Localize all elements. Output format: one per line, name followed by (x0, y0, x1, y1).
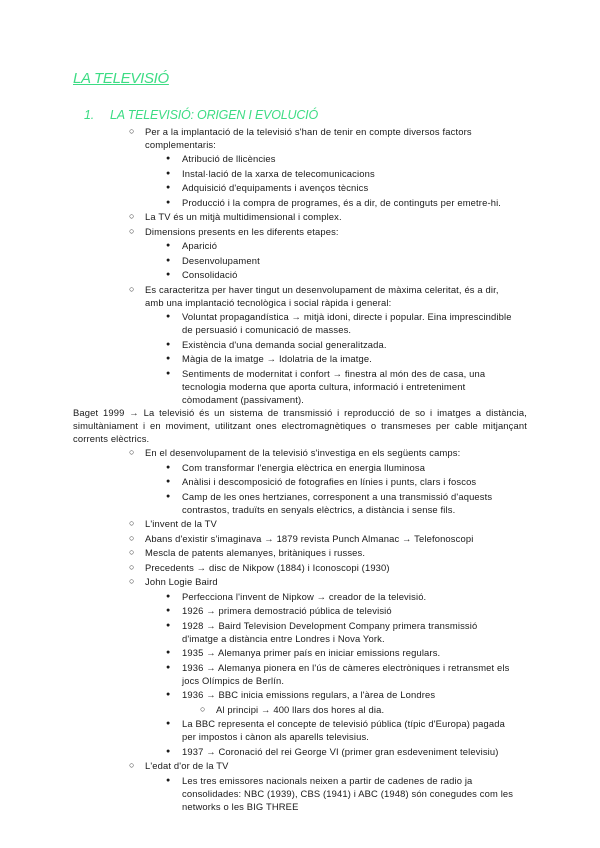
line-text: Anàlisi i descomposició de fotografies en línies i punts, clars i foscos (182, 476, 477, 487)
hollow-bullet-icon: ○ (200, 703, 206, 714)
line-text: còmodament (passivament). (182, 393, 305, 405)
line-text: 1936 → Alemanya pionera en l'ús de càmeres electròniques i retransmet els (182, 661, 510, 673)
list-item (0, 717, 600, 730)
list-item (0, 254, 600, 267)
list-item (0, 800, 600, 813)
list-item (0, 352, 600, 365)
list-item (0, 604, 600, 617)
line-text: Voluntat propagandística → mitjà idoni, directe i popular. Eina imprescindible (182, 311, 512, 322)
list-item (0, 688, 600, 701)
list-item (0, 590, 600, 603)
hollow-bullet-icon: ○ (129, 561, 135, 572)
filled-bullet-icon: ● (166, 369, 171, 377)
filled-bullet-icon: ● (166, 313, 171, 320)
line-text: Dimensions presents en les diferents etapes: (145, 225, 339, 237)
line-text: d'imatge a distància entre Londres i Nova York. (182, 632, 385, 644)
line-text: Desenvolupament (182, 254, 260, 266)
list-item (0, 646, 600, 659)
line-text: Baget 1999 → La televisió és un sistema de transmissió i reproducció de so i imatges a distància, (73, 406, 527, 418)
line-text: Mescla de patents alemanyes, britàniques i russes. (145, 547, 366, 558)
paragraph-line (0, 432, 600, 445)
list-item (0, 296, 600, 309)
filled-bullet-icon: ● (166, 155, 171, 162)
line-text: de persuasió i comunicació de masses. (182, 324, 352, 335)
line-text: corrents elèctrics. (73, 432, 150, 444)
line-text: Camp de les ones hertzianes, corresponent a una transmissió d'aquests (182, 490, 493, 502)
section-heading (84, 108, 318, 122)
line-text: Precedents → disc de Nikpow (1884) i Iconoscopi (1930) (145, 561, 390, 573)
line-text: Consolidació (182, 269, 238, 280)
list-item (0, 196, 600, 209)
list-item (0, 632, 600, 645)
list-item (0, 461, 600, 474)
line-text: 1937 → Coronació del rei George VI (primer gran esdeveniment televisiu) (182, 745, 499, 757)
line-text: 1926 → primera demostració pública de televisió (182, 605, 392, 616)
document-body (0, 123, 600, 813)
list-item (0, 546, 600, 559)
list-item (0, 181, 600, 194)
filled-bullet-icon: ● (166, 355, 171, 362)
hollow-bullet-icon: ○ (129, 576, 135, 586)
list-item (0, 283, 600, 296)
list-item (0, 774, 600, 787)
line-text: simultàniament i en moviment, utilitzant ones electromagnètiques o transmeses per cable mitjançant (73, 419, 527, 431)
filled-bullet-icon: ● (166, 592, 171, 600)
list-item (0, 730, 600, 743)
list-item (0, 674, 600, 687)
list-item (0, 210, 600, 223)
line-text: amb una implantació tecnològica i social ràpida i general: (145, 296, 392, 308)
line-text: La TV és un mitjà multidimensional i complex. (145, 211, 342, 222)
hollow-bullet-icon: ○ (129, 125, 135, 136)
line-text: tecnologia moderna que aporta cultura, informació i entreteniment (182, 380, 466, 392)
list-item (0, 367, 600, 380)
hollow-bullet-icon: ○ (129, 532, 135, 543)
hollow-bullet-icon: ○ (129, 225, 135, 236)
list-item (0, 759, 600, 772)
line-text: Per a la implantació de la televisió s'han de tenir en compte diversos factors (145, 125, 472, 137)
filled-bullet-icon: ● (166, 720, 171, 727)
filled-bullet-icon: ● (166, 691, 171, 698)
line-text: jocs Olímpics de Berlín. (182, 674, 285, 686)
line-text: contrastos, traduïts en senyals elèctrics, a distància i sense fils. (182, 503, 456, 515)
hollow-bullet-icon: ○ (129, 283, 135, 294)
list-item (0, 619, 600, 632)
line-text: per impostos i cànon als aparells televisius. (182, 731, 370, 742)
filled-bullet-icon: ● (166, 663, 171, 671)
hollow-bullet-icon: ○ (129, 518, 135, 528)
list-item (0, 338, 600, 351)
line-text: Producció i la compra de programes, és a dir, de continguts per emetre-hi. (182, 196, 502, 208)
filled-bullet-icon: ● (166, 649, 171, 656)
hollow-bullet-icon: ○ (129, 760, 135, 770)
line-text: Aparició (182, 240, 218, 251)
section-number: 1. (84, 108, 95, 122)
section-title: LA TELEVISIÓ: ORIGEN I EVOLUCIÓ (110, 108, 318, 122)
list-item (0, 323, 600, 336)
document-title: LA TELEVISIÓ (73, 70, 169, 87)
list-item (0, 561, 600, 574)
hollow-bullet-icon: ○ (129, 547, 135, 557)
list-item (0, 225, 600, 238)
line-text: Instal·lació de la xarxa de telecomunicacions (182, 167, 375, 179)
line-text: 1928 → Baird Television Development Company primera transmissió (182, 619, 478, 631)
list-item (0, 152, 600, 165)
list-item (0, 239, 600, 252)
line-text: 1935 → Alemanya primer país en iniciar emissions regulars. (182, 647, 441, 658)
list-item (0, 703, 600, 716)
line-text: Perfecciona l'invent de Nipkow → creador de la televisió. (182, 590, 427, 602)
line-text: Es caracteritza per haver tingut un desenvolupament de màxima celeritat, és a dir, (145, 283, 499, 295)
list-item (0, 745, 600, 758)
line-text: networks o les BIG THREE (182, 800, 299, 812)
list-item (0, 503, 600, 516)
filled-bullet-icon: ● (166, 271, 171, 278)
list-item (0, 575, 600, 588)
filled-bullet-icon: ● (166, 621, 171, 629)
line-text: Adquisició d'equipaments i avenços tècnics (182, 182, 369, 193)
line-text: Sentiments de modernitat i confort → finestra al món des de casa, una (182, 367, 486, 379)
list-item (0, 446, 600, 459)
line-text: 1936 → BBC inicia emissions regulars, a l'àrea de Londres (182, 689, 436, 700)
line-text: Existència d'una demanda social generalitzada. (182, 338, 387, 350)
line-text: En el desenvolupament de la televisió s'investiga en els següents camps: (145, 447, 461, 458)
line-text: Les tres emissores nacionals neixen a partir de cadenes de radio ja (182, 774, 473, 786)
line-text: Com transformar l'energia elèctrica en energia lluminosa (182, 461, 426, 473)
filled-bullet-icon: ● (166, 607, 171, 614)
line-text: John Logie Baird (145, 576, 218, 587)
list-item (0, 787, 600, 800)
filled-bullet-icon: ● (166, 492, 171, 500)
filled-bullet-icon: ● (166, 198, 171, 206)
hollow-bullet-icon: ○ (129, 447, 135, 457)
list-item (0, 268, 600, 281)
filled-bullet-icon: ● (166, 340, 171, 348)
paragraph-line (0, 406, 600, 419)
filled-bullet-icon: ● (166, 478, 171, 485)
list-item (0, 475, 600, 488)
line-text: complementaris: (145, 138, 217, 150)
line-text: L'edat d'or de la TV (145, 760, 229, 771)
filled-bullet-icon: ● (166, 242, 171, 249)
hollow-bullet-icon: ○ (129, 211, 135, 221)
list-item (0, 125, 600, 138)
filled-bullet-icon: ● (166, 747, 171, 755)
line-text: La BBC representa el concepte de televisió pública (típic d'Europa) pagada (182, 718, 505, 729)
line-text: Al principi → 400 llars dos hores al dia. (216, 703, 385, 715)
line-text: Atribució de llicències (182, 153, 276, 164)
list-item (0, 393, 600, 406)
filled-bullet-icon: ● (166, 463, 171, 471)
filled-bullet-icon: ● (166, 184, 171, 191)
line-text: L'invent de la TV (145, 518, 217, 529)
list-item (0, 661, 600, 674)
filled-bullet-icon: ● (166, 256, 171, 264)
list-item (0, 490, 600, 503)
line-text: Abans d'existir s'imaginava → 1879 revista Punch Almanac → Telefonoscopi (145, 532, 474, 544)
paragraph-line (0, 419, 600, 432)
list-item (0, 380, 600, 393)
list-item (0, 138, 600, 151)
list-item (0, 310, 600, 323)
filled-bullet-icon: ● (166, 776, 171, 784)
list-item (0, 517, 600, 530)
filled-bullet-icon: ● (166, 169, 171, 177)
list-item (0, 167, 600, 180)
list-item (0, 532, 600, 545)
line-text: Màgia de la imatge → Idolatria de la imatge. (182, 353, 373, 364)
line-text: consolidades: NBC (1939), CBS (1941) i ABC (1948) són conegudes com les (182, 787, 514, 799)
